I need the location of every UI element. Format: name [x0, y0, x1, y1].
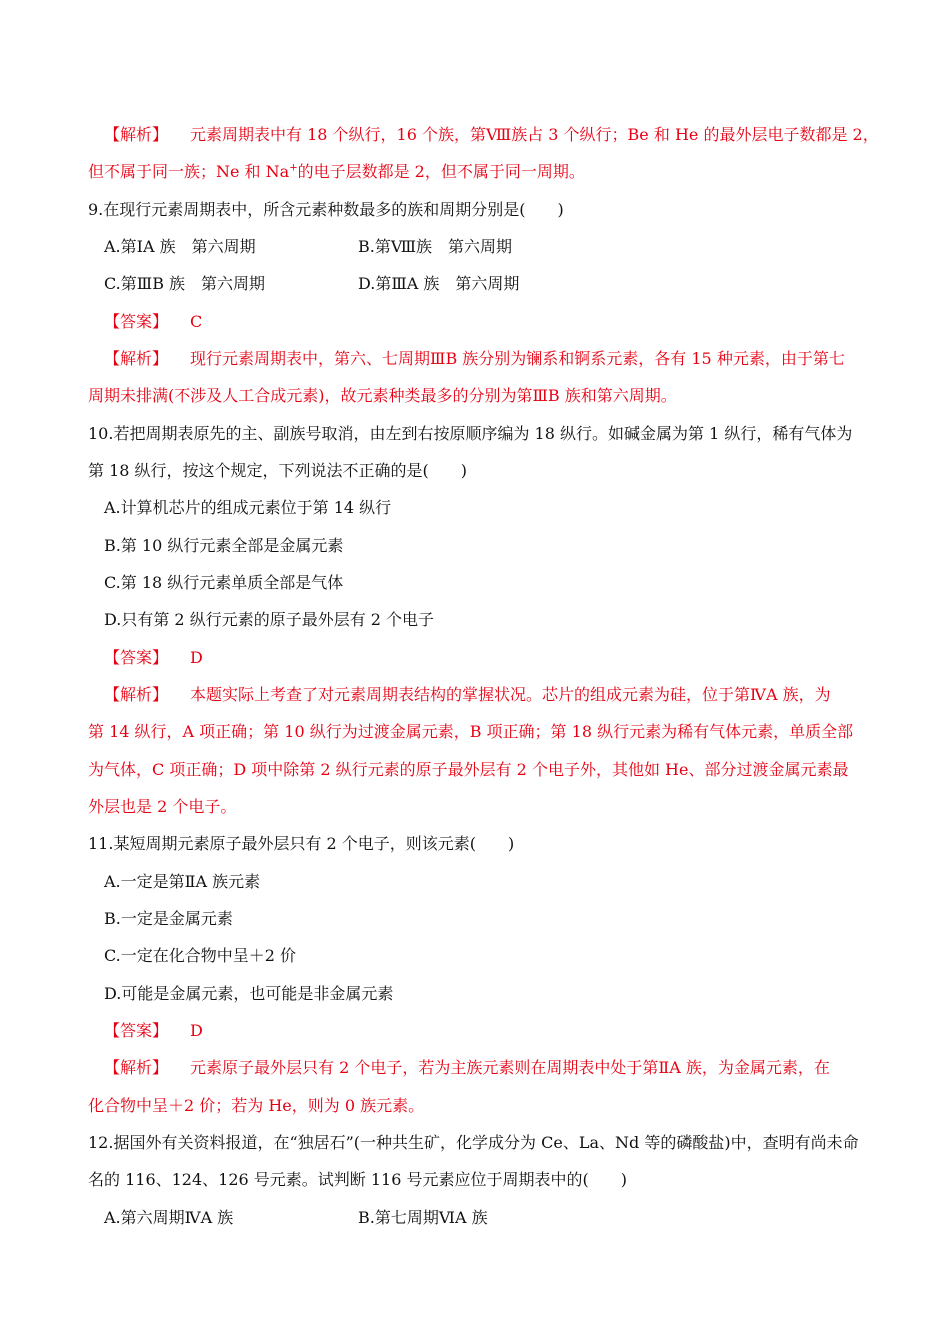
analysis-label: 【解析】 — [104, 349, 169, 368]
q11-analysis-line-1 — [104, 1057, 830, 1079]
q8-analysis-line-1 — [104, 124, 879, 146]
q9-answer — [104, 311, 202, 333]
q10-option-b: B.第 10 纵行元素全部是金属元素 — [104, 536, 344, 555]
q12-stem-line-1: 12.据国外有关资料报道，在“独居石”(一种共生矿，化学成分为 Ce、La、Nd 等的磷酸盐)中，查明有尚未命 — [88, 1133, 859, 1152]
q9-stem: 9.在现行元素周期表中，所含元素种数最多的族和周期分别是( ) — [88, 200, 564, 219]
analysis-text: 元素原子最外层只有 2 个电子，若为主族元素则在周期表中处于第ⅡA 族，为金属元素，在 — [190, 1058, 830, 1077]
q9-option-b: B.第Ⅷ族 第六周期 — [358, 237, 513, 256]
q10-analysis-line-1 — [104, 684, 831, 706]
q9-option-d: D.第ⅢA 族 第六周期 — [358, 274, 520, 293]
q10-answer — [104, 647, 203, 669]
q9-analysis-line-1 — [104, 348, 845, 370]
answer-value: C — [190, 312, 203, 331]
answer-value: D — [190, 648, 203, 667]
q10-stem-line-2: 第 18 纵行，按这个规定，下列说法不正确的是( ) — [88, 461, 468, 480]
q10-option-d: D.只有第 2 纵行元素的原子最外层有 2 个电子 — [104, 610, 435, 629]
q11-option-a: A.一定是第ⅡA 族元素 — [104, 872, 261, 891]
answer-label: 【答案】 — [104, 312, 169, 331]
analysis-label: 【解析】 — [104, 685, 169, 704]
q10-stem-line-1: 10.若把周期表原先的主、副族号取消，由左到右按原顺序编为 18 纵行。如碱金属为第 1 纵行，稀有气体为 — [88, 424, 853, 443]
q8-analysis-line-2 — [88, 161, 585, 183]
q12-stem-line-2: 名的 116、124、126 号元素。试判断 116 号元素应位于周期表中的( ) — [88, 1170, 627, 1189]
q10-analysis-line-4: 外层也是 2 个电子。 — [88, 797, 237, 816]
q10-analysis-line-2: 第 14 纵行，A 项正确；第 10 纵行为过渡金属元素，B 项正确；第 18 纵行元素为稀有气体元素，单质全部 — [88, 722, 854, 741]
analysis-label: 【解析】 — [104, 1058, 169, 1077]
q9-option-a: A.第ⅠA 族 第六周期 — [104, 237, 256, 256]
answer-label: 【答案】 — [104, 648, 169, 667]
q10-option-a: A.计算机芯片的组成元素位于第 14 纵行 — [104, 498, 392, 517]
q9-option-c: C.第ⅢB 族 第六周期 — [104, 274, 266, 293]
analysis-label: 【解析】 — [104, 125, 169, 144]
q11-stem: 11.某短周期元素原子最外层只有 2 个电子，则该元素( ) — [88, 834, 515, 853]
q9-analysis-line-2: 周期未排满(不涉及人工合成元素)，故元素种类最多的分别为第ⅢB 族和第六周期。 — [88, 386, 677, 405]
analysis-text: 现行元素周期表中，第六、七周期ⅢB 族分别为镧系和锕系元素，各有 15 种元素，由于第七 — [190, 349, 845, 368]
answer-label: 【答案】 — [104, 1021, 169, 1040]
q11-option-c: C.一定在化合物中呈＋2 价 — [104, 946, 297, 965]
analysis-text: 元素周期表中有 18 个纵行，16 个族，第Ⅷ族占 3 个纵行；Be 和 He 的最外层电子数都是 2， — [190, 125, 879, 144]
analysis-text: 本题实际上考查了对元素周期表结构的掌握状况。芯片的组成元素为硅，位于第ⅣA 族，为 — [190, 685, 831, 704]
q11-analysis-line-2: 化合物中呈＋2 价；若为 He，则为 0 族元素。 — [88, 1096, 425, 1115]
superscript-plus: + — [289, 162, 298, 174]
q11-option-d: D.可能是金属元素，也可能是非金属元素 — [104, 984, 394, 1003]
q11-answer — [104, 1020, 203, 1042]
answer-value: D — [190, 1021, 203, 1040]
q12-option-b: B.第七周期ⅥA 族 — [358, 1208, 488, 1227]
q10-analysis-line-3: 为气体，C 项正确；D 项中除第 2 纵行元素的原子最外层有 2 个电子外，其他如 He、部分过渡金属元素最 — [88, 760, 849, 779]
analysis-text-post: 的电子层数都是 2，但不属于同一周期。 — [297, 162, 585, 181]
q10-option-c: C.第 18 纵行元素单质全部是气体 — [104, 573, 344, 592]
q11-option-b: B.一定是金属元素 — [104, 909, 233, 928]
analysis-text-pre: 但不属于同一族；Ne 和 Na — [88, 162, 290, 181]
q12-option-a: A.第六周期ⅣA 族 — [104, 1208, 234, 1227]
